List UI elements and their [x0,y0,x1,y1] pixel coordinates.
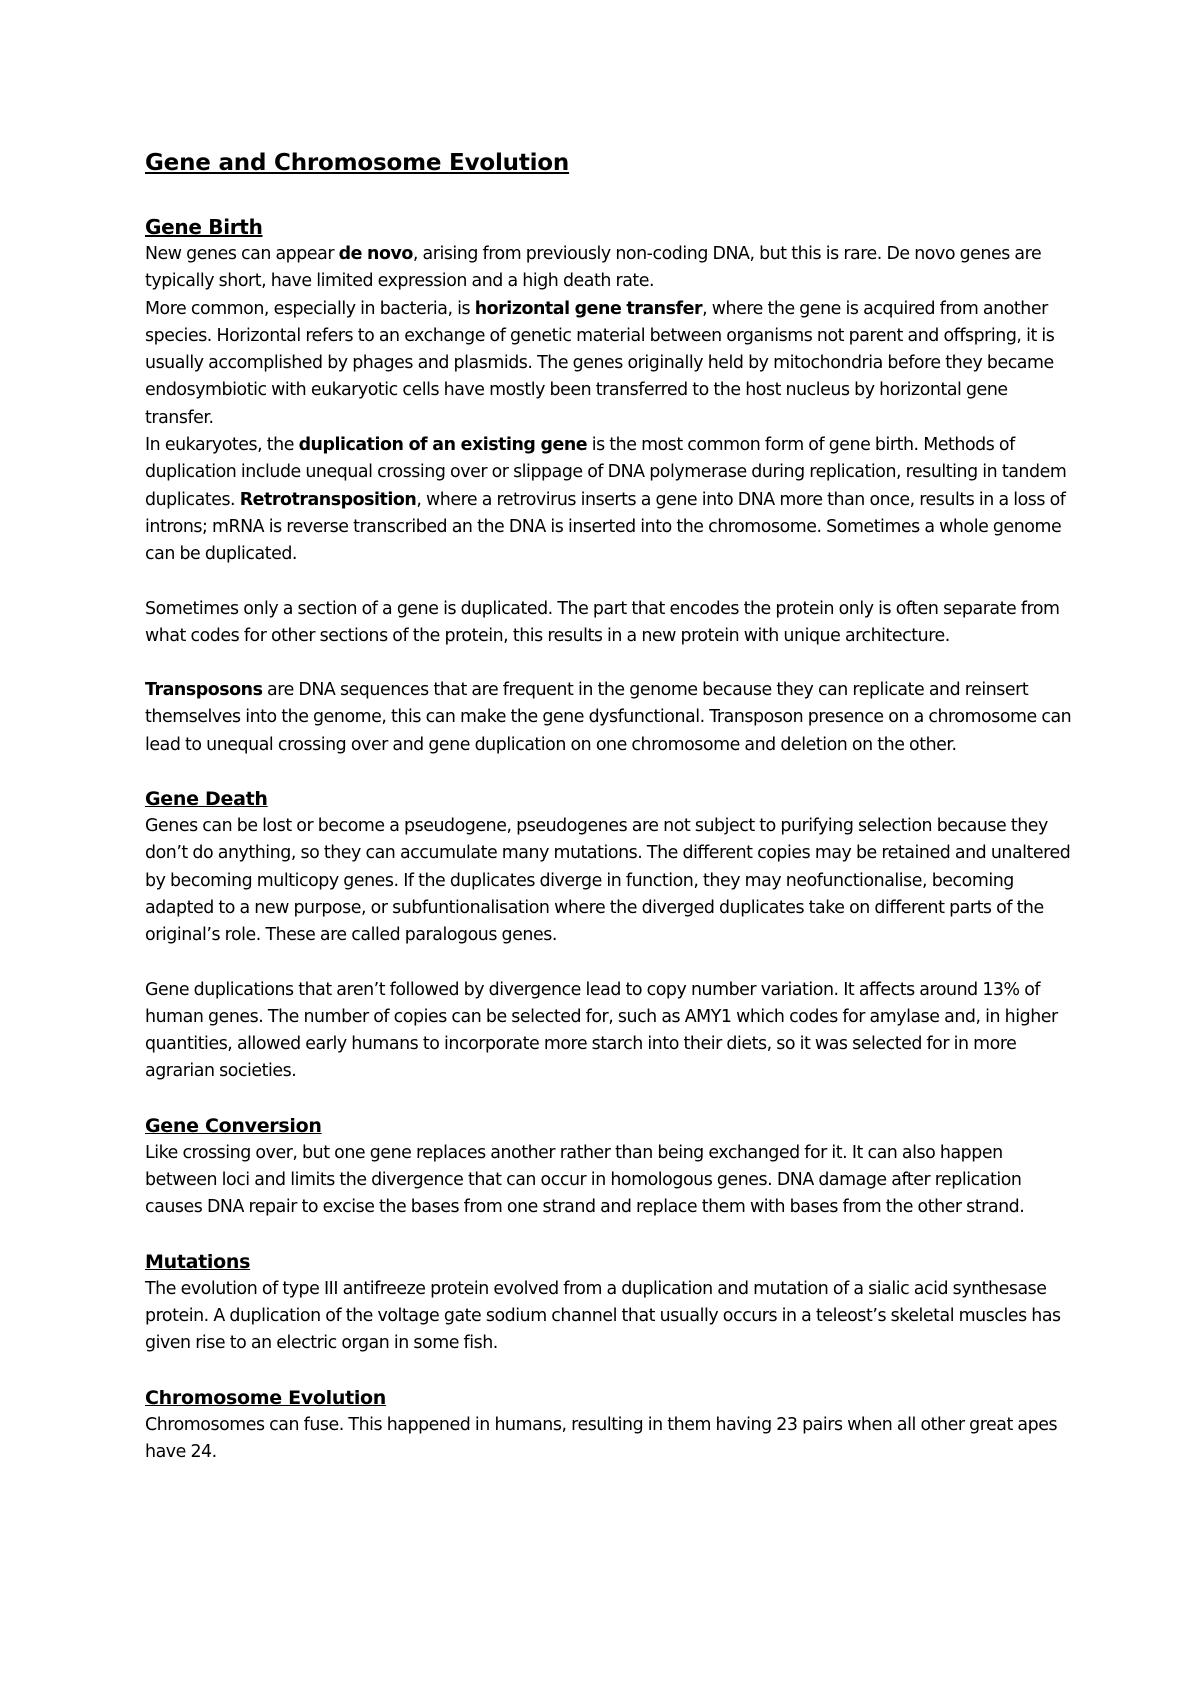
heading-gene-conversion: Gene Conversion [145,1114,322,1137]
heading-mutations: Mutations [145,1250,251,1273]
heading-gene-death: Gene Death [145,788,268,811]
paragraph-gene-birth-transposons: Transposons are DNA sequences that are frequent in the genome because they can replicate and reinsert themselves into the genome, this can make the gene dysfunctional. Transposon presence on a chromosome can lead to unequal crossing over and gene duplication on one chromosome and deletion on the other. [145,680,1072,755]
paragraph-gene-birth-horizontal: More common, especially in bacteria, is horizontal gene transfer, where the gene is acquired from another species. Horizontal refers to an exchange of genetic material between organisms not parent and offspring, it is usually accomplished by phages and plasmids. The genes originally held by mitochondria before they became endosymbiotic with eukaryotic cells have mostly been transferred to the host nucleus by horizontal gene transfer. [145,298,1055,428]
term-transposons: Transposons [145,680,263,701]
paragraph-gene-death-pseudogenes: Genes can be lost or become a pseudogene, pseudogenes are not subject to purifying selection because they don’t do anything, so they can accumulate many mutations. The different copies may be retained and unaltered by becoming multicopy genes. If the duplicates diverge in function, they may neofunctionalise, becoming adapted to a new purpose, or subfuntionalisation where the diverged duplicates take on different parts of the original’s role. These are called paralogous genes. [145,816,1071,946]
spacer [145,1358,1075,1385]
term-duplication: duplication of an existing gene [298,435,588,456]
paragraph-gene-birth-duplication: In eukaryotes, the duplication of an existing gene is the most common form of gene birth. Methods of duplication include unequal crossing over or slippage of DNA polymerase during replication, resulting in tandem duplicates. Retrotransposition, where a retrovirus inserts a gene into DNA more than once, results in a loss of introns; mRNA is reverse transcribed an the DNA is inserted into the chromosome. Sometimes a whole genome can be duplicated. [145,435,1067,565]
spacer [145,569,1075,596]
paragraph-gene-conversion: Like crossing over, but one gene replaces another rather than being exchanged for it. It can also happen between loci and limits the divergence that can occur in homologous genes. DNA damage after replication causes DNA repair to excise the bases from one strand and replace them with bases from the other strand. [145,1142,1025,1218]
paragraph-chromosome-evolution: Chromosomes can fuse. This happened in humans, resulting in them having 23 pairs when all other great apes have 24. [145,1414,1058,1462]
spacer [145,1086,1075,1113]
document-title: Gene and Chromosome Evolution [145,150,570,176]
spacer [145,759,1075,786]
paragraph-gene-birth-de-novo: New genes can appear de novo, arising from previously non-coding DNA, but this is rare. De novo genes are typically short, have limited expression and a high death rate. [145,244,1042,292]
paragraph-mutations: The evolution of type III antifreeze protein evolved from a duplication and mutation of a sialic acid synthesase protein. A duplication of the voltage gate sodium channel that usually occurs in a teleost’s skeletal muscles has given rise to an electric organ in some fish. [145,1278,1061,1354]
document-page [145,146,1075,1466]
term-retrotransposition: Retrotransposition [239,489,417,510]
spacer [145,650,1075,677]
term-horizontal-gene-transfer: horizontal gene transfer [474,298,703,319]
paragraph-gene-birth-section: Sometimes only a section of a gene is duplicated. The part that encodes the protein only is often separate from what codes for other sections of the protein, this results in a new protein with unique architecture. [145,598,1060,646]
heading-chromosome-evolution: Chromosome Evolution [145,1386,387,1409]
spacer [145,1222,1075,1249]
heading-gene-birth: Gene Birth [145,215,263,239]
spacer [145,950,1075,977]
term-de-novo: de novo [338,244,413,264]
paragraph-gene-death-copy-number: Gene duplications that aren’t followed by divergence lead to copy number variation. It affects around 13% of human genes. The number of copies can be selected for, such as AMY1 which codes for amylase and, in higher quantities, allowed early humans to incorporate more starch into their diets, so it was selected for in more agrarian societies. [145,979,1058,1082]
